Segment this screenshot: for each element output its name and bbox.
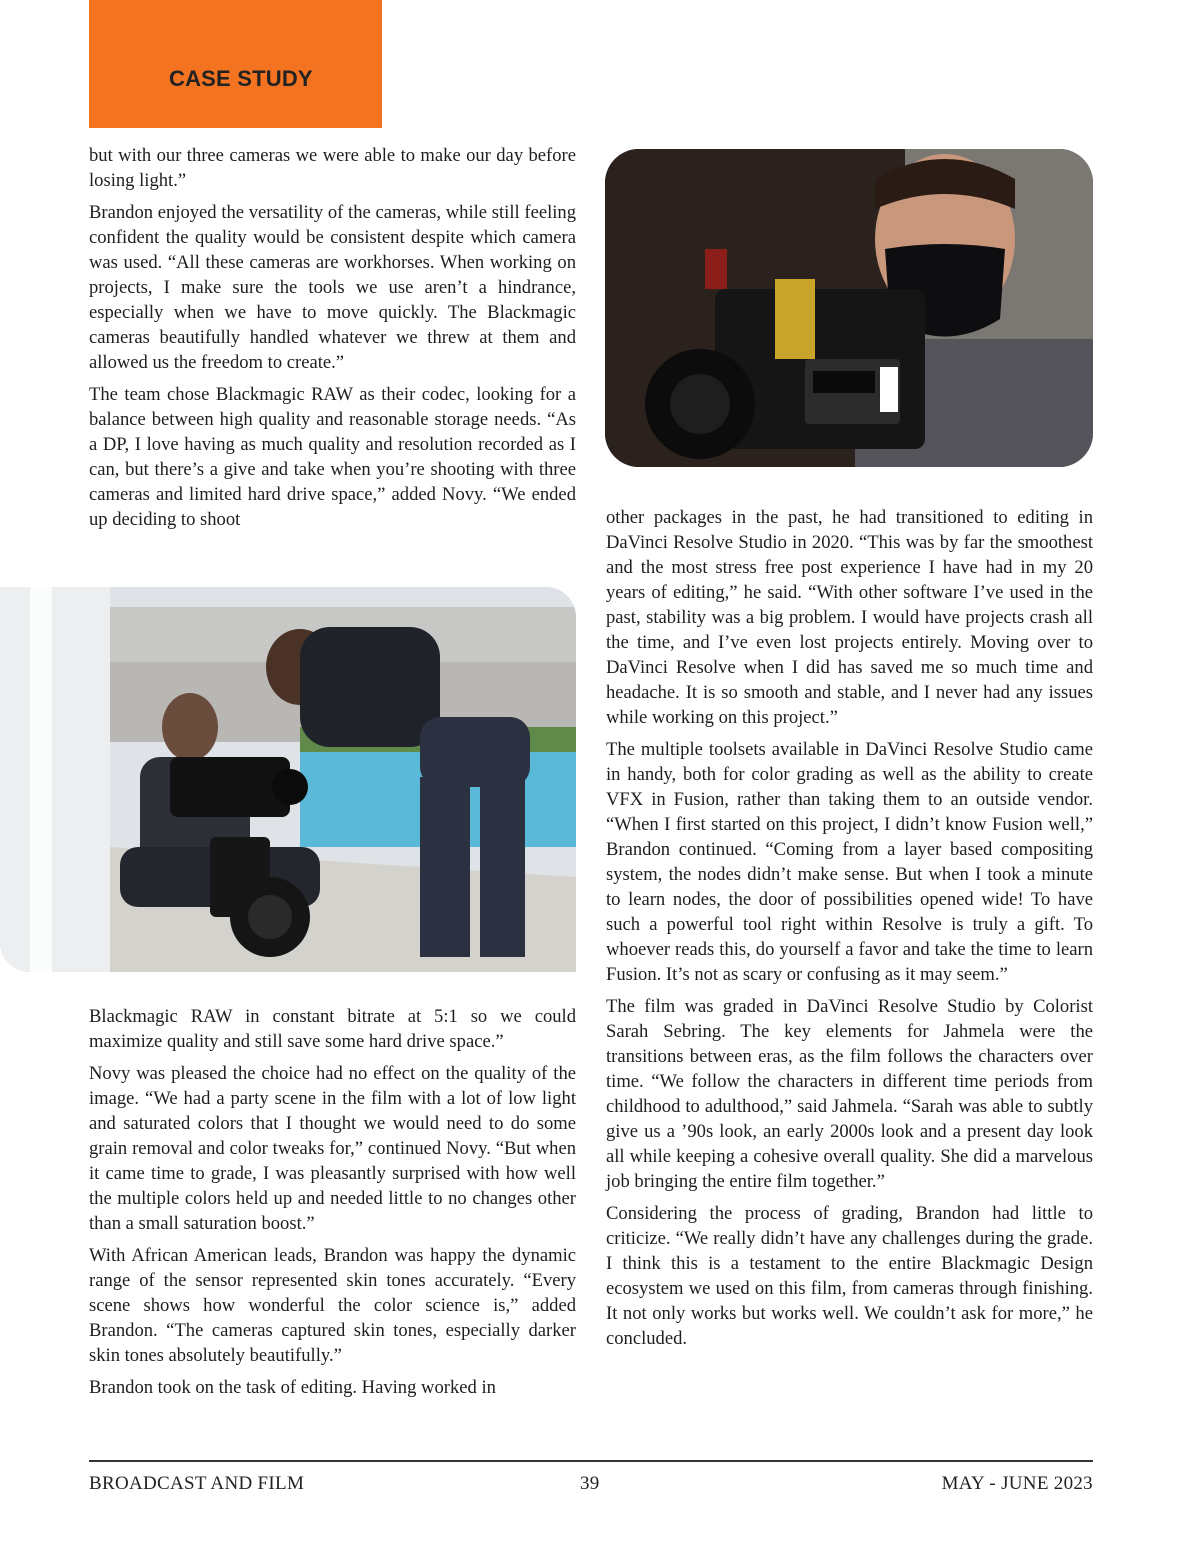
portrait-photo (605, 149, 1093, 467)
paragraph: Novy was pleased the choice had no effect on the quality of the image. “We had a party scene in the film with a lot of low light and saturated colors that I thought we would need to do some grain removal and color tweaks for,” continued Novy. “But when it came time to grade, I was pleasantly surprised with how well the multiple colors held up and needed little to no changes other than a small saturation boost.” (89, 1063, 576, 1234)
paragraph: Considering the process of grading, Brandon had little to criticize. “We really didn’t have any challenges during the grade. I think this is a testament to the entire Blackmagic Design ecosystem we used on this film, from cameras through finishing. It not only works but works well. We couldn’t ask for more,” he concluded. (606, 1203, 1093, 1349)
crew-photo-illustration (0, 587, 576, 972)
paragraph: The multiple toolsets available in DaVinci Resolve Studio came in handy, both for color grading as well as the ability to create VFX in Fusion, rather than taking them to an outside vendor. “When I first started on this project, I didn’t know Fusion well,” Brandon continued. “Coming from a layer based compositing system, the nodes didn’t make sense. But when I took a minute to learn nodes, the door of possibilities opened wide! To have such a powerful tool right within Resolve is truly a gift. To whoever reads this, do yourself a favor and take the time to learn Fusion. It’s not as scary or confusing as it may seem.” (606, 739, 1093, 985)
section-tab (89, 0, 382, 128)
paragraph: Blackmagic RAW in constant bitrate at 5:1 so we could maximize quality and still save some hard drive space.” (89, 1006, 576, 1052)
paragraph: Brandon enjoyed the versatility of the cameras, while still feeling confident the quality would be consistent despite which camera was used. “All these cameras are workhorses. When working on projects, I make sure the tools we use aren’t a hindrance, especially when we have to move quickly. The Blackmagic cameras beautifully handled whatever we threw at them and allowed us the freedom to create.” (89, 202, 576, 373)
footer-issue: MAY - JUNE 2023 (941, 1473, 1093, 1494)
paragraph: The film was graded in DaVinci Resolve Studio by Colorist Sarah Sebring. The key elements for Jahmela were the transitions between eras, as the film follows the characters over time. “We follow the characters in different time periods from childhood to adulthood,” said Jahmela. “Sarah was able to subtly give us a ’90s look, an early 2000s look and a present day look all while keeping a cohesive overall quality. She did a marvelous job bringing the entire film together.” (606, 996, 1093, 1192)
left-column-bottom (89, 1004, 576, 1407)
paragraph: The team chose Blackmagic RAW as their codec, looking for a balance between high quality and reasonable storage needs. “As a DP, I love having as much quality and resolution recorded as I can, but there’s a give and take when you’re shooting with three cameras and limited hard drive space,” added Novy. “We ended up deciding to shoot (89, 384, 576, 530)
paragraph: but with our three cameras we were able to make our day before losing light.” (89, 145, 576, 191)
paragraph: With African American leads, Brandon was happy the dynamic range of the sensor represented skin tones accurately. “Every scene shows how wonderful the color science is,” added Brandon. “The cameras captured skin tones, especially darker skin tones absolutely beautifully.” (89, 1245, 576, 1366)
left-column-top (89, 143, 576, 539)
right-column (606, 505, 1093, 1358)
paragraph: other packages in the past, he had transitioned to editing in DaVinci Resolve Studio in 2020. “This was by far the smoothest and the most stress free post experience I have had in my 20 years of editing,” he said. “With other software I’ve used in the past, stability was a big problem. I would have projects crash all the time, and I’ve even lost projects entirely. Moving over to DaVinci Resolve when I did has saved me so much time and headache. It is so smooth and stable, and I never had any issues while working on this project.” (606, 507, 1093, 728)
section-label: CASE STUDY (169, 66, 313, 91)
footer-publication: BROADCAST AND FILM (89, 1473, 305, 1494)
portrait-photo-illustration (605, 149, 1093, 467)
crew-photo (0, 587, 576, 972)
footer-page-number: 39 (580, 1473, 600, 1494)
footer-divider (89, 1460, 1093, 1462)
paragraph: Brandon took on the task of editing. Having worked in (89, 1377, 496, 1398)
